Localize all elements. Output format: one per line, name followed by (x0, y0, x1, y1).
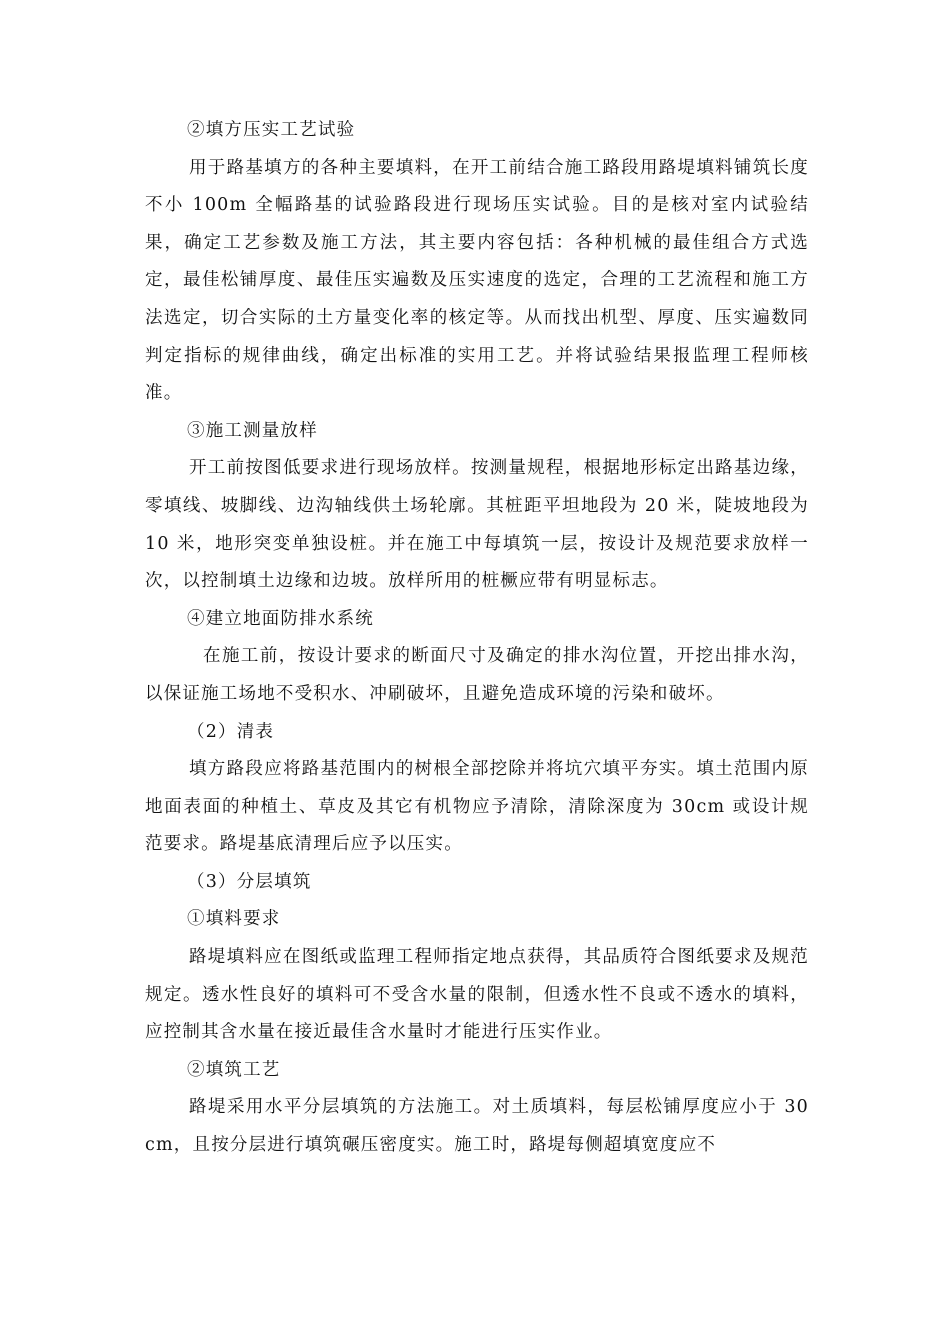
section-heading-surface-clearing: （2）清表 (187, 721, 275, 742)
paragraph-fill-compaction-test: 用于路基填方的各种主要填料，在开工前结合施工路段用路堤填料铺筑长度不小 100m 全幅路基的试验路段进行现场压实试验。目的是核对室内试验结果，确定工艺参数及施工方法，其主要内容包括：各种机械的最佳组合方式选定，最佳松铺厚度、最佳压实遍数及压实速度的选定，合理的工艺流程和施工方法选定，切合实际的土方量变化率的核定等。从而找出机型、厚度、压实遍数同判定指标的规律曲线，确定出标准的实用工艺。并将试验结果报监理工程师核准。 (145, 157, 809, 404)
section-heading-fill-requirements: ①填料要求 (187, 909, 281, 930)
section-heading-filling-process: ②填筑工艺 (187, 1059, 281, 1080)
section-heading-drainage-system: ④建立地面防排水系统 (187, 608, 374, 629)
paragraph-drainage-system: 在施工前，按设计要求的断面尺寸及确定的排水沟位置，开挖出排水沟，以保证施工场地不受积水、冲刷破坏，且避免造成环境的污染和破坏。 (145, 646, 809, 704)
paragraph-survey-staking: 开工前按图低要求进行现场放样。按测量规程，根据地形标定出路基边缘，零填线、坡脚线、边沟轴线供土场轮廓。其桩距平坦地段为 20 米，陡坡地段为 10 米，地形突变单独设桩。并在施工中每填筑一层，按设计及规范要求放样一次，以控制填土边缘和边坡。放样所用的桩橛应带有明显标志。 (145, 458, 809, 592)
section-heading-survey-staking: ③施工测量放样 (187, 420, 318, 441)
document-body (145, 112, 809, 1165)
section-heading-layered-filling: （3）分层填筑 (187, 871, 312, 892)
paragraph-surface-clearing: 填方路段应将路基范围内的树根全部挖除并将坑穴填平夯实。填土范围内原地面表面的种植土、草皮及其它有机物应予清除，清除深度为 30cm 或设计规范要求。路堤基底清理后应予以压实。 (145, 759, 809, 855)
paragraph-filling-process: 路堤采用水平分层填筑的方法施工。对土质填料，每层松铺厚度应小于 30cm，且按分层进行填筑碾压密度实。施工时，路堤每侧超填宽度应不 (145, 1097, 809, 1156)
section-heading-fill-compaction-test: ②填方压实工艺试验 (187, 120, 356, 140)
paragraph-fill-requirements: 路堤填料应在图纸或监理工程师指定地点获得，其品质符合图纸要求及规范规定。透水性良好的填料可不受含水量的限制，但透水性不良或不透水的填料，应控制其含水量在接近最佳含水量时才能进行压实作业。 (145, 947, 809, 1043)
